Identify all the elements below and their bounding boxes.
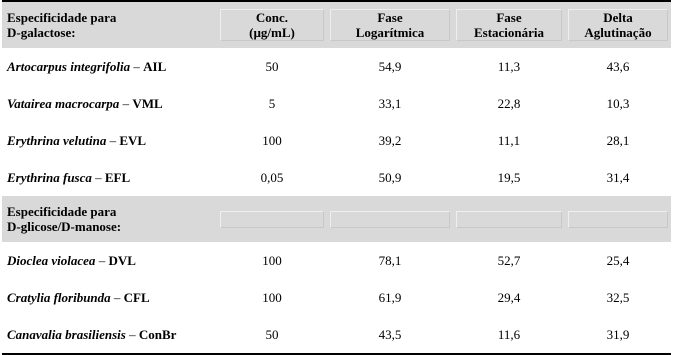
header-conc (217, 1, 327, 48)
header-conc-line1: Conc. (255, 10, 289, 25)
table-row (2, 279, 671, 316)
species-name: Erythrina velutina (7, 133, 107, 148)
section2-specificity (2, 196, 217, 242)
header-stationary-phase (453, 1, 565, 48)
delta-cell: 10,3 (606, 96, 630, 111)
table-row (2, 122, 671, 159)
separator: – (130, 59, 144, 74)
separator: – (95, 253, 109, 268)
table-row (2, 159, 671, 196)
table-row (2, 48, 671, 85)
separator: – (110, 290, 124, 305)
stat-cell: 22,8 (497, 96, 521, 111)
species-cell (2, 242, 217, 279)
species-cell (2, 122, 217, 159)
lectin-code: EVL (119, 133, 147, 148)
species-cell (2, 48, 217, 85)
separator: – (119, 96, 133, 111)
log-cell: 39,2 (378, 133, 402, 148)
lectin-code: AIL (143, 59, 167, 74)
delta-cell: 43,6 (606, 59, 630, 74)
species-cell (2, 316, 217, 354)
species-name: Erythrina fusca (7, 170, 92, 185)
species-name: Dioclea violacea (7, 253, 96, 268)
species-cell (2, 85, 217, 122)
header-delta-line2: Aglutinação (584, 25, 652, 40)
table-row (2, 316, 671, 354)
section2-line1: Especificidade para (7, 204, 117, 219)
stat-cell: 11,6 (497, 327, 521, 342)
table-row (2, 242, 671, 279)
header-stat-line2: Estacionária (473, 25, 545, 40)
delta-cell: 31,4 (606, 170, 630, 185)
header-stat-line1: Fase (496, 10, 522, 25)
lectin-code: ConBr (138, 327, 177, 342)
table-row (2, 85, 671, 122)
lectin-table (2, 0, 671, 355)
header-log-phase (327, 1, 453, 48)
lectin-code: EFL (104, 170, 131, 185)
header-delta (565, 1, 671, 48)
stat-cell: 11,3 (497, 59, 521, 74)
log-cell: 43,5 (378, 327, 402, 342)
section2-blank (453, 196, 565, 242)
conc-cell: 100 (262, 133, 282, 148)
delta-cell: 25,4 (606, 253, 630, 268)
header-specificity-line1: Especificidade para (7, 10, 117, 25)
conc-cell: 5 (268, 96, 276, 111)
stat-cell: 52,7 (497, 253, 521, 268)
section2-line2: D-glicose/D-manose: (7, 219, 122, 234)
stat-cell: 19,5 (497, 170, 521, 185)
delta-cell: 31,9 (606, 327, 630, 342)
lectin-code: CFL (123, 290, 150, 305)
section-header-row (2, 196, 671, 242)
conc-cell: 50 (265, 327, 279, 342)
header-conc-line2: (µg/mL) (249, 25, 295, 40)
log-cell: 78,1 (378, 253, 402, 268)
species-name: Cratylia floribunda (7, 290, 111, 305)
header-delta-line1: Delta (603, 10, 633, 25)
stat-cell: 11,1 (497, 133, 521, 148)
separator: – (91, 170, 105, 185)
species-cell (2, 159, 217, 196)
species-name: Canavalia brasiliensis (7, 327, 126, 342)
conc-cell: 100 (262, 290, 282, 305)
header-log-line2: Logarítmica (355, 25, 425, 40)
species-name: Artocarpus integrifolia (7, 59, 131, 74)
header-log-line1: Fase (377, 10, 403, 25)
log-cell: 54,9 (378, 59, 402, 74)
conc-cell: 100 (262, 253, 282, 268)
lectin-code: DVL (108, 253, 136, 268)
log-cell: 33,1 (378, 96, 402, 111)
table-header-row (2, 1, 671, 48)
log-cell: 50,9 (378, 170, 402, 185)
separator: – (125, 327, 139, 342)
header-specificity-line2: D-galactose: (7, 25, 76, 40)
species-name: Vatairea macrocarpa (7, 96, 120, 111)
delta-cell: 32,5 (606, 290, 630, 305)
delta-cell: 28,1 (606, 133, 630, 148)
stat-cell: 29,4 (497, 290, 521, 305)
lectin-code: VML (132, 96, 163, 111)
section2-blank (327, 196, 453, 242)
log-cell: 61,9 (378, 290, 402, 305)
section2-blank (565, 196, 671, 242)
separator: – (106, 133, 120, 148)
species-cell (2, 279, 217, 316)
conc-cell: 0,05 (260, 170, 284, 185)
section2-blank (217, 196, 327, 242)
header-specificity (2, 1, 217, 48)
conc-cell: 50 (265, 59, 279, 74)
